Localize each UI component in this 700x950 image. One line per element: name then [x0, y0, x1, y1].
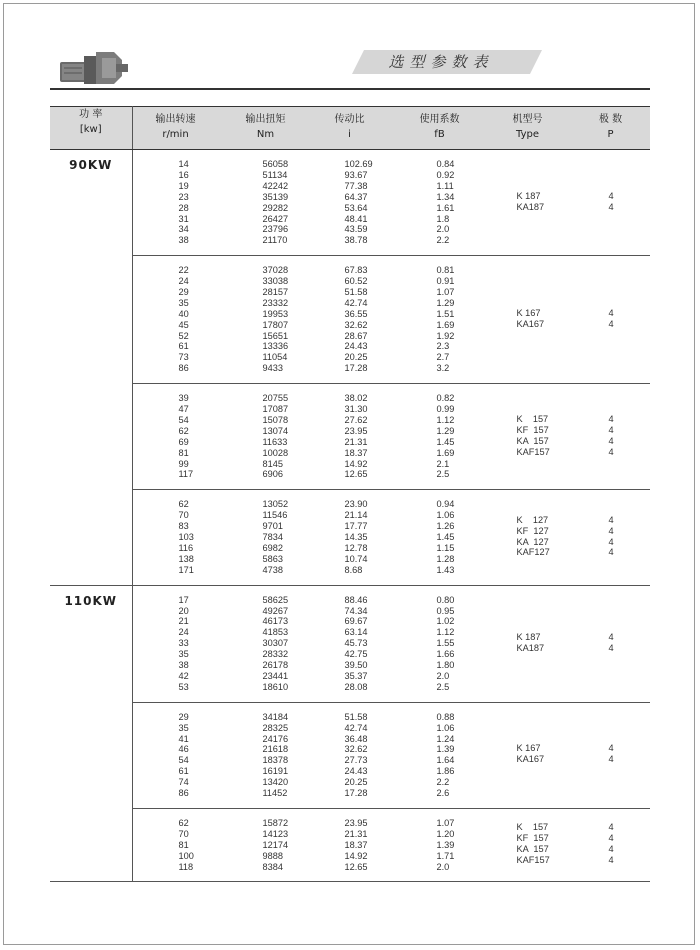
output-torque-value: 12174 [262, 839, 289, 850]
output-torque-value: 19953 [262, 308, 289, 319]
poles-value: 4 [608, 547, 614, 558]
ratio-value: 28.67 [344, 330, 368, 341]
type-value: KA187 [516, 642, 545, 653]
ratio-value: 48.41 [344, 213, 368, 224]
output-speed-value: 103 [178, 532, 194, 543]
service-factor-value: 1.69 [436, 447, 455, 458]
output-torque-value: 58625 [262, 594, 289, 605]
service-factor-value: 0.80 [436, 594, 455, 605]
output-speed-value: 70 [178, 510, 189, 521]
poles-value: 4 [608, 307, 614, 318]
ratio-value: 77.38 [344, 180, 368, 191]
ratio-value: 21.14 [344, 510, 368, 521]
service-factor-value: 1.61 [436, 202, 455, 213]
service-factor-value: 0.84 [436, 159, 455, 169]
output-speed-value: 62 [178, 499, 189, 510]
output-speed-value: 52 [178, 330, 189, 341]
service-factor-value: 1.80 [436, 660, 455, 671]
poles-value: 4 [608, 413, 614, 424]
output-torque-value: 26178 [262, 660, 289, 671]
service-factor-value: 2.3 [436, 341, 450, 352]
service-factor-value: 1.39 [436, 744, 455, 755]
output-speed-value: 116 [178, 542, 194, 553]
row-group [132, 808, 650, 882]
output-torque-value: 37028 [262, 265, 289, 276]
service-factor-value: 1.26 [436, 521, 455, 532]
poles-value: 4 [608, 855, 614, 866]
service-factor-value: 2.7 [436, 352, 450, 363]
service-factor-value: 1.71 [436, 850, 455, 861]
service-factor-value: 2.2 [436, 777, 450, 788]
output-speed-value: 81 [178, 839, 189, 850]
ratio-value: 20.25 [344, 777, 368, 788]
output-speed-value: 74 [178, 777, 189, 788]
service-factor-value: 2.0 [436, 224, 450, 235]
ratio-value: 38.02 [344, 393, 368, 404]
header-power: 功 率 [kw] [50, 107, 132, 150]
service-factor-value: 1.12 [436, 627, 455, 638]
ratio-value: 60.52 [344, 276, 368, 287]
ratio-value: 45.73 [344, 638, 368, 649]
ratio-value: 42.75 [344, 649, 368, 660]
poles-value: 4 [608, 536, 614, 547]
ratio-value: 17.77 [344, 521, 368, 532]
service-factor-value: 1.64 [436, 755, 455, 766]
type-value: KA 157 [516, 435, 549, 446]
output-speed-value: 73 [178, 352, 189, 363]
ratio-value: 23.95 [344, 425, 368, 436]
output-torque-value: 23796 [262, 224, 289, 235]
service-factor-value: 2.6 [436, 788, 450, 799]
row-group [132, 384, 650, 490]
output-torque-value: 17087 [262, 404, 289, 415]
service-factor-value: 1.29 [436, 425, 455, 436]
poles-value: 4 [608, 754, 614, 765]
output-torque-value: 33038 [262, 276, 289, 287]
poles-value: 4 [608, 424, 614, 435]
service-factor-value: 2.5 [436, 681, 450, 692]
output-torque-value: 15078 [262, 414, 289, 425]
poles-value: 4 [608, 833, 614, 844]
poles-value: 4 [608, 743, 614, 754]
table-row [50, 150, 650, 256]
output-speed-value: 54 [178, 414, 189, 425]
ratio-value: 36.48 [344, 733, 368, 744]
output-speed-value: 69 [178, 436, 189, 447]
service-factor-value: 0.95 [436, 605, 455, 616]
ratio-value: 14.35 [344, 532, 368, 543]
output-torque-value: 11452 [262, 788, 288, 799]
output-torque-value: 13336 [262, 341, 289, 352]
output-torque-value: 42242 [262, 180, 289, 191]
ratio-value: 20.25 [344, 352, 368, 363]
type-value: K 187 [516, 190, 541, 201]
ratio-value: 93.67 [344, 169, 368, 180]
output-speed-value: 35 [178, 722, 189, 733]
table-row [50, 490, 650, 585]
output-speed-value: 86 [178, 788, 189, 799]
type-value: KA167 [516, 318, 545, 329]
row-group [132, 490, 650, 585]
output-speed-value: 23 [178, 191, 189, 202]
output-speed-value: 70 [178, 828, 189, 839]
ratio-value: 32.62 [344, 744, 368, 755]
power-label: 110KW [50, 585, 132, 882]
output-torque-value: 6982 [262, 542, 283, 553]
ratio-value: 10.74 [344, 553, 368, 564]
output-torque-value: 15872 [262, 817, 289, 828]
output-speed-value: 118 [178, 861, 194, 872]
poles-value: 4 [608, 642, 614, 653]
output-torque-value: 30307 [262, 638, 289, 649]
service-factor-value: 1.20 [436, 828, 455, 839]
type-value: KA167 [516, 754, 545, 765]
output-torque-value: 6906 [262, 469, 283, 480]
output-torque-value: 10028 [262, 447, 289, 458]
output-speed-value: 35 [178, 297, 189, 308]
output-torque-value: 21618 [262, 744, 289, 755]
output-torque-value: 51134 [262, 169, 288, 180]
poles-value: 4 [608, 514, 614, 525]
type-value: KAF157 [516, 446, 550, 457]
type-value: K 157 [516, 822, 549, 833]
row-group [132, 256, 650, 384]
ratio-value: 12.78 [344, 542, 368, 553]
output-speed-value: 38 [178, 235, 189, 246]
output-torque-value: 13074 [262, 425, 289, 436]
output-torque-value: 7834 [262, 532, 283, 543]
service-factor-value: 2.1 [436, 458, 450, 469]
output-torque-value: 41853 [262, 627, 289, 638]
service-factor-value: 0.94 [436, 499, 455, 510]
output-speed-value: 34 [178, 224, 189, 235]
service-factor-value: 2.0 [436, 670, 450, 681]
type-value: KA 157 [516, 844, 549, 855]
ratio-value: 14.92 [344, 850, 368, 861]
output-speed-value: 100 [178, 850, 194, 861]
output-speed-value: 19 [178, 180, 189, 191]
type-value: KF 157 [516, 833, 549, 844]
service-factor-value: 3.2 [436, 363, 450, 374]
output-torque-value: 34184 [262, 711, 289, 722]
type-value: KA187 [516, 201, 545, 212]
table-header-row [50, 107, 650, 150]
type-value: K 127 [516, 514, 549, 525]
service-factor-value: 1.02 [436, 616, 455, 627]
poles-value: 4 [608, 190, 614, 201]
ratio-value: 17.28 [344, 363, 368, 374]
ratio-value: 51.58 [344, 711, 368, 722]
ratio-value: 14.92 [344, 458, 368, 469]
poles-value: 4 [608, 446, 614, 457]
service-factor-value: 1.12 [436, 414, 455, 425]
service-factor-value: 1.51 [436, 308, 455, 319]
output-speed-value: 17 [178, 594, 189, 605]
output-torque-value: 28325 [262, 722, 289, 733]
output-speed-value: 28 [178, 202, 189, 213]
output-speed-value: 171 [178, 564, 194, 575]
selection-table [50, 106, 650, 882]
service-factor-value: 1.07 [436, 286, 455, 297]
type-value: KF 157 [516, 424, 549, 435]
output-torque-value: 18378 [262, 755, 289, 766]
service-factor-value: 1.8 [436, 213, 450, 224]
output-speed-value: 21 [178, 616, 189, 627]
output-torque-value: 17807 [262, 319, 289, 330]
output-speed-value: 40 [178, 308, 189, 319]
output-torque-value: 11546 [262, 510, 288, 521]
service-factor-value: 1.45 [436, 436, 455, 447]
output-speed-value: 117 [178, 469, 194, 480]
type-value: K 167 [516, 743, 541, 754]
output-speed-value: 61 [178, 341, 189, 352]
type-value: KAF127 [516, 547, 550, 558]
output-torque-value: 23441 [262, 670, 289, 681]
row-group [132, 150, 650, 256]
service-factor-value: 1.06 [436, 722, 455, 733]
poles-value: 4 [608, 631, 614, 642]
ratio-value: 28.08 [344, 681, 368, 692]
ratio-value: 36.55 [344, 308, 368, 319]
type-value: K 157 [516, 413, 549, 424]
poles-value: 4 [608, 822, 614, 833]
output-speed-value: 20 [178, 605, 189, 616]
type-value: K 187 [516, 631, 541, 642]
service-factor-value: 1.92 [436, 330, 455, 341]
service-factor-value: 1.86 [436, 766, 455, 777]
service-factor-value: 1.28 [436, 553, 455, 564]
header-poles: 极 数 P [598, 114, 623, 140]
service-factor-value: 1.29 [436, 297, 455, 308]
ratio-value: 35.37 [344, 670, 368, 681]
output-speed-value: 138 [178, 553, 194, 564]
service-factor-value: 1.24 [436, 733, 455, 744]
ratio-value: 39.50 [344, 660, 368, 671]
output-speed-value: 99 [178, 458, 189, 469]
service-factor-value: 2.0 [436, 861, 450, 872]
ratio-value: 42.74 [344, 297, 368, 308]
output-torque-value: 23332 [262, 297, 289, 308]
output-speed-value: 81 [178, 447, 189, 458]
output-speed-value: 29 [178, 286, 189, 297]
ratio-value: 74.34 [344, 605, 368, 616]
row-group [132, 702, 650, 808]
service-factor-value: 0.81 [436, 265, 455, 276]
output-speed-value: 47 [178, 404, 189, 415]
ratio-value: 8.68 [344, 564, 363, 575]
header-ratio: 传动比 i [334, 114, 365, 140]
ratio-value: 38.78 [344, 235, 368, 246]
output-torque-value: 16191 [262, 766, 289, 777]
gear-motor-image [58, 46, 130, 88]
output-torque-value: 13420 [262, 777, 289, 788]
service-factor-value: 1.66 [436, 649, 455, 660]
output-torque-value: 15651 [262, 330, 289, 341]
ratio-value: 21.31 [344, 828, 368, 839]
output-speed-value: 31 [178, 213, 189, 224]
table-row [50, 585, 650, 702]
service-factor-value: 1.43 [436, 564, 455, 575]
output-torque-value: 56058 [262, 159, 289, 169]
poles-value: 4 [608, 844, 614, 855]
ratio-value: 17.28 [344, 788, 368, 799]
output-speed-value: 86 [178, 363, 189, 374]
output-speed-value: 24 [178, 627, 189, 638]
header-service-factor: 使用系数 fB [419, 114, 460, 140]
service-factor-value: 0.99 [436, 404, 455, 415]
output-torque-value: 4738 [262, 564, 283, 575]
ratio-value: 23.90 [344, 499, 368, 510]
output-speed-value: 54 [178, 755, 189, 766]
service-factor-value: 2.2 [436, 235, 450, 246]
output-speed-value: 61 [178, 766, 189, 777]
output-speed-value: 22 [178, 265, 189, 276]
output-torque-value: 8384 [262, 861, 283, 872]
output-speed-value: 45 [178, 319, 189, 330]
ratio-value: 63.14 [344, 627, 368, 638]
poles-value: 4 [608, 318, 614, 329]
output-speed-value: 83 [178, 521, 189, 532]
ratio-value: 27.62 [344, 414, 368, 425]
output-speed-value: 16 [178, 169, 189, 180]
output-speed-value: 29 [178, 711, 189, 722]
ratio-value: 31.30 [344, 404, 368, 415]
output-torque-value: 18610 [262, 681, 289, 692]
output-speed-value: 42 [178, 670, 189, 681]
ratio-value: 12.65 [344, 469, 368, 480]
output-torque-value: 28332 [262, 649, 289, 660]
header-data-columns [132, 107, 650, 150]
output-torque-value: 24176 [262, 733, 289, 744]
power-label: 90KW [50, 150, 132, 586]
ratio-value: 67.83 [344, 265, 368, 276]
service-factor-value: 0.82 [436, 393, 455, 404]
ratio-value: 27.73 [344, 755, 368, 766]
service-factor-value: 0.88 [436, 711, 455, 722]
output-torque-value: 28157 [262, 286, 289, 297]
output-torque-value: 26427 [262, 213, 289, 224]
table-row [50, 702, 650, 808]
ratio-value: 24.43 [344, 766, 368, 777]
output-speed-value: 35 [178, 649, 189, 660]
service-factor-value: 1.45 [436, 532, 455, 543]
output-speed-value: 24 [178, 276, 189, 287]
page-title: 选型参数表 [388, 53, 494, 71]
output-torque-value: 9888 [262, 850, 283, 861]
output-torque-value: 49267 [262, 605, 289, 616]
output-torque-value: 20755 [262, 393, 289, 404]
table-row [50, 808, 650, 882]
output-speed-value: 62 [178, 425, 189, 436]
service-factor-value: 1.39 [436, 839, 455, 850]
output-speed-value: 33 [178, 638, 189, 649]
output-torque-value: 13052 [262, 499, 289, 510]
type-value: KF 127 [516, 525, 549, 536]
header-rpm: 输出转速 r/min [155, 114, 196, 140]
output-torque-value: 29282 [262, 202, 289, 213]
ratio-value: 102.69 [344, 159, 373, 169]
type-value: KAF157 [516, 855, 550, 866]
service-factor-value: 1.15 [436, 542, 455, 553]
output-torque-value: 14123 [262, 828, 289, 839]
ratio-value: 23.95 [344, 817, 368, 828]
output-torque-value: 35139 [262, 191, 289, 202]
service-factor-value: 0.92 [436, 169, 455, 180]
output-speed-value: 62 [178, 817, 189, 828]
header-torque: 输出扭矩 Nm [245, 114, 286, 140]
ratio-value: 69.67 [344, 616, 368, 627]
ratio-value: 88.46 [344, 594, 368, 605]
type-value: K 167 [516, 307, 541, 318]
ratio-value: 64.37 [344, 191, 368, 202]
output-torque-value: 8145 [262, 458, 283, 469]
service-factor-value: 1.69 [436, 319, 455, 330]
output-speed-value: 41 [178, 733, 189, 744]
output-torque-value: 11633 [262, 436, 288, 447]
row-group [132, 585, 650, 702]
output-torque-value: 46173 [262, 616, 289, 627]
ratio-value: 53.64 [344, 202, 368, 213]
table-row [50, 384, 650, 490]
header-type: 机型号 Type [512, 114, 543, 140]
ratio-value: 24.43 [344, 341, 368, 352]
ratio-value: 43.59 [344, 224, 368, 235]
output-torque-value: 9701 [262, 521, 283, 532]
service-factor-value: 1.11 [436, 180, 454, 191]
ratio-value: 42.74 [344, 722, 368, 733]
service-factor-value: 1.06 [436, 510, 455, 521]
poles-value: 4 [608, 201, 614, 212]
output-torque-value: 21170 [262, 235, 288, 246]
header-rule [50, 88, 650, 90]
output-torque-value: 11054 [262, 352, 288, 363]
ratio-value: 51.58 [344, 286, 368, 297]
output-speed-value: 46 [178, 744, 189, 755]
ratio-value: 18.37 [344, 839, 368, 850]
output-speed-value: 53 [178, 681, 189, 692]
service-factor-value: 1.55 [436, 638, 455, 649]
ratio-value: 32.62 [344, 319, 368, 330]
output-torque-value: 9433 [262, 363, 283, 374]
output-speed-value: 14 [178, 159, 189, 169]
poles-value: 4 [608, 435, 614, 446]
poles-value: 4 [608, 525, 614, 536]
service-factor-value: 1.07 [436, 817, 455, 828]
table-row [50, 256, 650, 384]
service-factor-value: 2.5 [436, 469, 450, 480]
type-value: KA 127 [516, 536, 549, 547]
output-speed-value: 38 [178, 660, 189, 671]
ratio-value: 12.65 [344, 861, 368, 872]
service-factor-value: 1.34 [436, 191, 455, 202]
output-torque-value: 5863 [262, 553, 283, 564]
ratio-value: 21.31 [344, 436, 368, 447]
service-factor-value: 0.91 [436, 276, 455, 287]
ratio-value: 18.37 [344, 447, 368, 458]
output-speed-value: 39 [178, 393, 189, 404]
